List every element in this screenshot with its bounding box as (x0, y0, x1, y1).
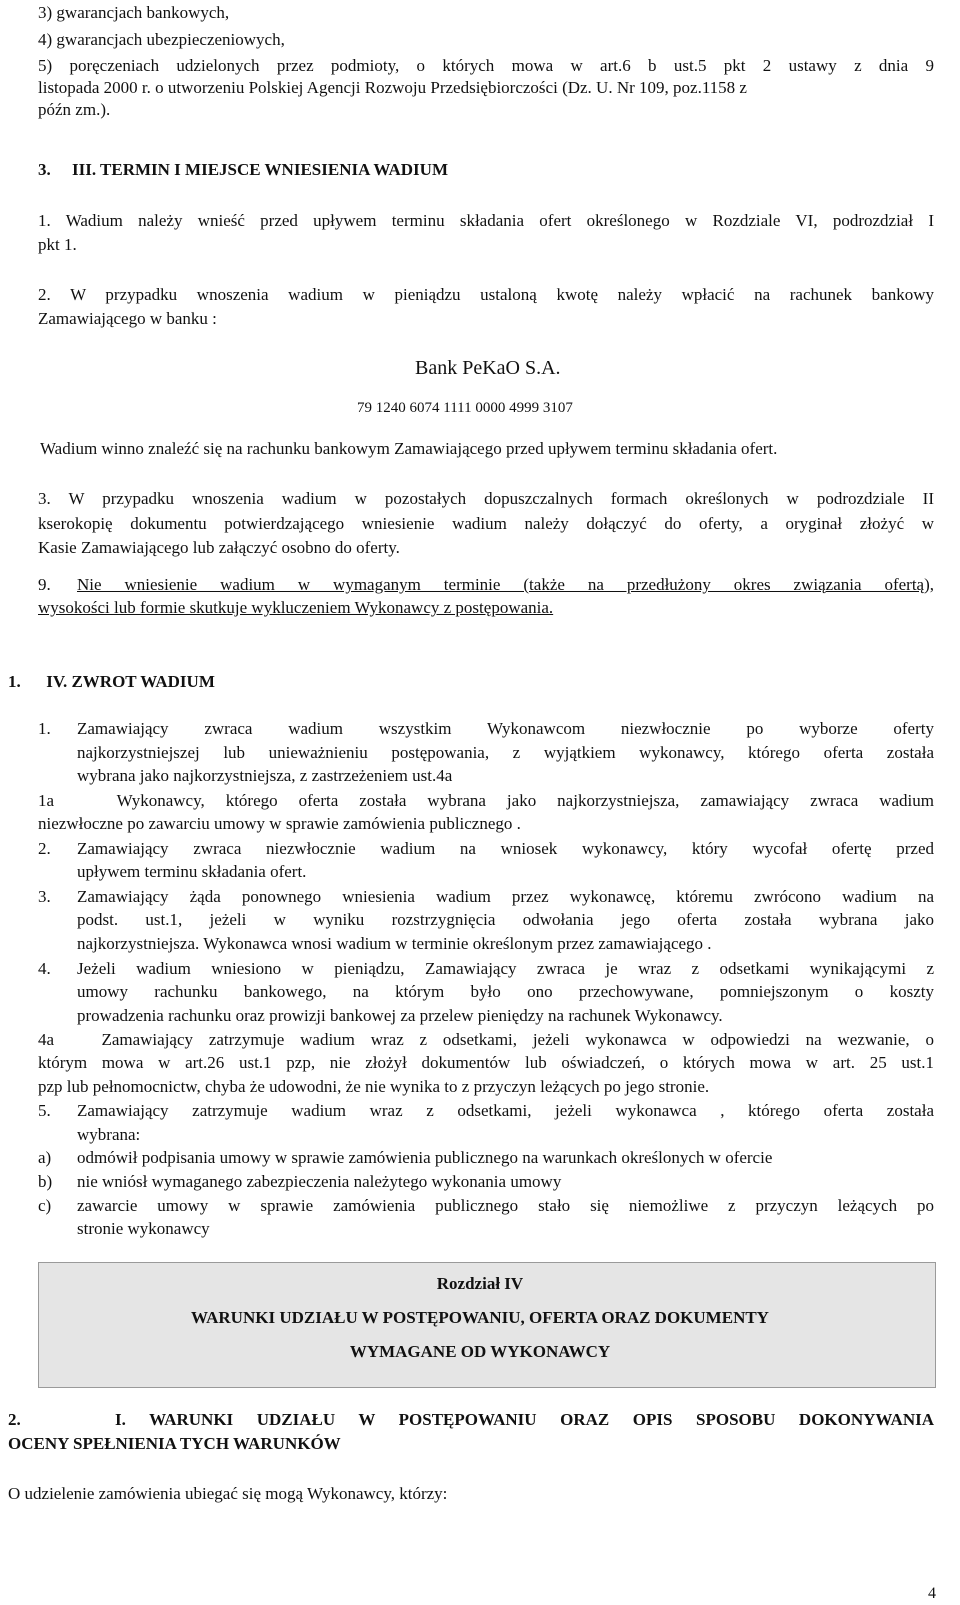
list-item-continuation: wybrana: (77, 1125, 141, 1144)
list-item-continuation: najkorzystniejsza. Wykonawca wnosi wadium w terminie określonym przez zamawiającego . (77, 934, 712, 953)
item-number: 1. (38, 719, 51, 738)
list-item-continuation: późn zm.). (38, 100, 111, 119)
chapter-subtitle: WYMAGANE OD WYKONAWCY (349, 1342, 611, 1361)
item-number: 5. (38, 1101, 51, 1120)
paragraph-continuation: Zamawiającego w banku : (38, 309, 217, 328)
list-item-continuation: najkorzystniejszej lub unieważnieniu postępowania, z wyjątkiem wykonawcy, którego oferta została (77, 743, 934, 762)
list-item: Zamawiający zwraca wadium wszystkim Wykonawcom niezwłocznie po wyborze oferty (77, 719, 934, 738)
list-item: Jeżeli wadium wniesiono w pieniądzu, Zamawiający zwraca je wraz z odsetkami wynikającymi z (77, 959, 934, 978)
section-heading: 2. I. WARUNKI UDZIAŁU W POSTĘPOWANIU ORAZ OPIS SPOSOBU DOKONYWANIA (8, 1410, 934, 1429)
chapter-subtitle: WARUNKI UDZIAŁU W POSTĘPOWANIU, OFERTA ORAZ DOKUMENTY (191, 1308, 769, 1327)
list-item: Zamawiający zwraca niezwłocznie wadium na wniosek wykonawcy, który wycofał ofertę przed (77, 839, 934, 858)
paragraph-continuation: pkt 1. (38, 235, 77, 254)
section-heading-continuation: OCENY SPEŁNIENIA TYCH WARUNKÓW (8, 1434, 341, 1453)
list-item: nie wniósł wymaganego zabezpieczenia należytego wykonania umowy (77, 1172, 562, 1191)
bank-name: Bank PeKaO S.A. (415, 357, 561, 379)
list-item-continuation: którym mowa w art.26 ust.1 pzp, nie złożył dokumentów lub oświadczeń, o których mowa w art. 25 ust.1 (38, 1053, 934, 1072)
page-number: 4 (928, 1585, 936, 1602)
account-note: Wadium winno znaleźć się na rachunku bankowym Zamawiającego przed upływem terminu składania ofert. (40, 439, 778, 458)
item-number: 9. (38, 575, 51, 594)
list-item: Zamawiający zatrzymuje wadium wraz z odsetkami, jeżeli wykonawca , którego oferta została (77, 1101, 934, 1120)
item-letter: b) (38, 1172, 53, 1191)
warning-text: Nie wniesienie wadium w wymaganym terminie (także na przedłużony okres związania ofertą), (77, 575, 934, 594)
item-letter: a) (38, 1148, 52, 1167)
list-item-continuation: pzp lub pełnomocnictw, chyba że udowodni, że nie wynika to z przyczyn leżących po jego stronie. (38, 1077, 710, 1096)
list-item: Zamawiający żąda ponownego wniesienia wadium przez wykonawcę, któremu zwrócono wadium na (77, 887, 934, 906)
list-item-continuation: podst. ust.1, jeżeli w wyniku rozstrzygnięcia odwołania jego oferta została wybrana jako (77, 910, 934, 929)
warning-text-continuation: wysokości lub formie skutkuje wykluczeniem Wykonawcy z postępowania. (38, 598, 554, 617)
paragraph: 3. W przypadku wnoszenia wadium w pozostałych dopuszczalnych formach określonych w podrozdziale II (38, 489, 934, 508)
list-item: 3) gwarancjach bankowych, (38, 3, 230, 22)
item-number: 2. (38, 839, 51, 858)
list-item-continuation: listopada 2000 r. o utworzeniu Polskiej Agencji Rozwoju Przedsiębiorczości (Dz. U. Nr 109, poz.1158 z (38, 78, 747, 97)
bank-account-number: 79 1240 6074 1111 0000 4999 3107 (357, 400, 573, 416)
section-heading: 1. IV. ZWROT WADIUM (8, 672, 215, 691)
paragraph-continuation: kserokopię dokumentu potwierdzającego wniesienie wadium należy dołączyć do oferty, a oryginał złożyć w (38, 514, 934, 533)
list-item-continuation: upływem terminu składania ofert. (77, 862, 307, 881)
list-item-continuation: stronie wykonawcy (77, 1219, 210, 1238)
paragraph: 2. W przypadku wnoszenia wadium w pieniądzu ustaloną kwotę należy wpłacić na rachunek bankowy (38, 285, 934, 304)
list-item-continuation: umowy rachunku bankowego, na którym było ono przechowywane, pomniejszonym o koszty (77, 982, 934, 1001)
item-number: 4. (38, 959, 51, 978)
item-number: 3. (38, 887, 51, 906)
chapter-title: Rozdział IV (436, 1274, 524, 1293)
list-item-continuation: prowadzenia rachunku oraz prowizji bankowej za przelew pieniędzy na rachunek Wykonawcy. (77, 1006, 723, 1025)
paragraph: O udzielenie zamówienia ubiegać się mogą Wykonawcy, którzy: (8, 1484, 448, 1503)
item-letter: c) (38, 1196, 52, 1215)
list-item: odmówił podpisania umowy w sprawie zamówienia publicznego na warunkach określonych w ofercie (77, 1148, 773, 1167)
list-item-continuation: niezwłoczne po zawarciu umowy w sprawie zamówienia publicznego . (38, 814, 521, 833)
list-item: 5) poręczeniach udzielonych przez podmioty, o których mowa w art.6 b ust.5 pkt 2 ustawy z dnia 9 (38, 56, 934, 75)
list-item: 1a Wykonawcy, którego oferta została wybrana jako najkorzystniejsza, zamawiający zwraca wadium (38, 791, 934, 810)
list-item-continuation: wybrana jako najkorzystniejsza, z zastrzeżeniem ust.4a (77, 766, 453, 785)
paragraph-continuation: Kasie Zamawiającego lub załączyć osobno do oferty. (38, 538, 400, 557)
list-item: 4) gwarancjach ubezpieczeniowych, (38, 30, 285, 49)
list-item: 4a Zamawiający zatrzymuje wadium wraz z odsetkami, jeżeli wykonawca w odpowiedzi na wezwanie, o (38, 1030, 934, 1049)
list-item: zawarcie umowy w sprawie zamówienia publicznego stało się niemożliwe z przyczyn leżących po (77, 1196, 934, 1215)
paragraph: 1. Wadium należy wnieść przed upływem terminu składania ofert określonego w Rozdziale VI, podrozdział I (38, 211, 934, 230)
section-heading: 3. III. TERMIN I MIEJSCE WNIESIENIA WADIUM (38, 160, 448, 179)
